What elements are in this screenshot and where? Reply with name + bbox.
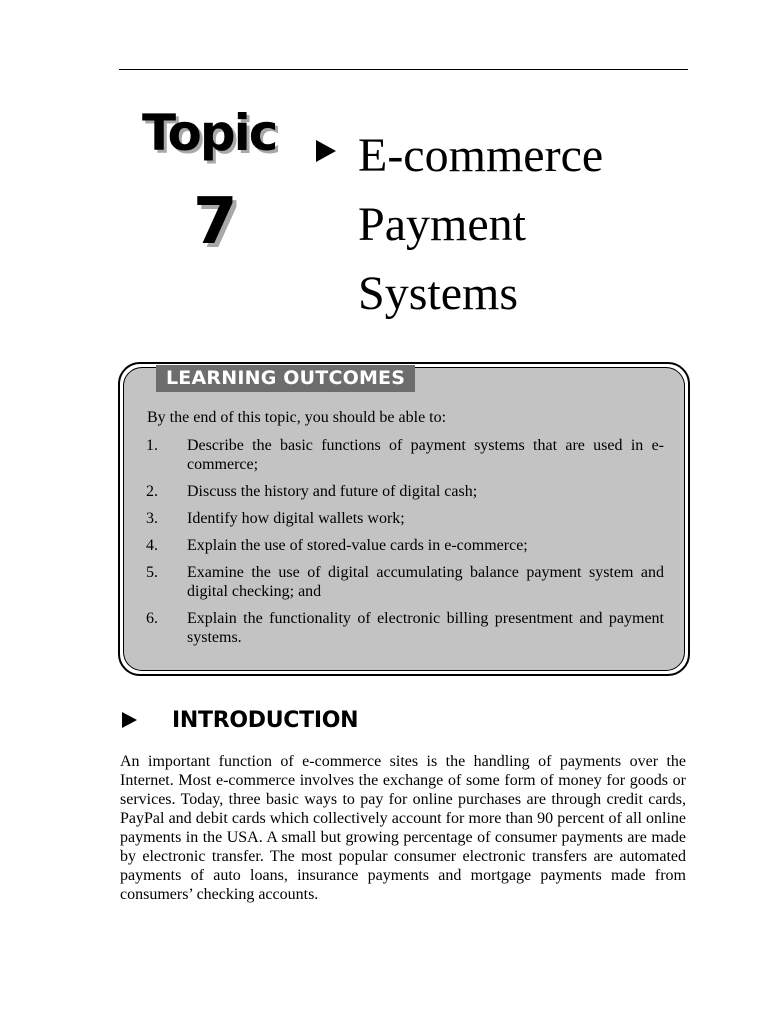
learning-outcomes-intro: By the end of this topic, you should be able to:: [147, 409, 447, 426]
section-heading: INTRODUCTION: [172, 708, 359, 733]
list-item-number: 3.: [146, 510, 158, 527]
header-rule: [119, 69, 688, 70]
topic-number: 7: [193, 185, 238, 259]
list-item-number: 6.: [146, 610, 158, 627]
list-item-text: Identify how digital wallets work;: [187, 510, 405, 527]
body-paragraph: An important function of e-commerce sites is the handling of payments over the Internet. Most e-commerce involves the exchange of some form of money for goods or services. Today, three basic ways to pay for online purchases are through credit cards, PayPal and debit cards which collectively account for more than 90 percent of all online payments in the USA. A small but growing percentage of consumer payments are made by electronic transfer. The most popular consumer electronic transfers are automated payments of auto loans, insurance payments and mortgage payments made from consumers’ checking accounts.: [120, 753, 686, 903]
list-item: [146, 509, 664, 528]
chapter-title-line: Systems: [358, 267, 519, 320]
learning-outcomes-label: LEARNING OUTCOMES: [156, 365, 415, 392]
list-item-text: Explain the use of stored-value cards in e-commerce;: [187, 537, 528, 554]
learning-outcomes-list: [146, 436, 664, 655]
list-item-text: Discuss the history and future of digital cash;: [187, 483, 478, 500]
list-item: [146, 436, 664, 474]
list-item-number: 4.: [146, 537, 158, 554]
list-item: [146, 563, 664, 601]
list-item-number: 2.: [146, 483, 158, 500]
list-item-text: Explain the functionality of electronic billing presentment and payment systems.: [187, 610, 664, 646]
list-item-text: Examine the use of digital accumulating balance payment system and digital checking; and: [187, 564, 664, 600]
list-item: [146, 482, 664, 501]
list-item-number: 1.: [146, 437, 158, 454]
list-item-number: 5.: [146, 564, 158, 581]
list-item-text: Describe the basic functions of payment systems that are used in e-commerce;: [187, 437, 664, 473]
chapter-title-line: E-commerce: [358, 129, 604, 182]
list-item: [146, 536, 664, 555]
chapter-title-line: Payment: [358, 198, 526, 251]
topic-label: Topic: [142, 104, 277, 162]
list-item: [146, 609, 664, 647]
triangle-right-icon: [316, 140, 336, 162]
chapter-title: [358, 121, 603, 328]
triangle-right-icon: [122, 712, 137, 728]
